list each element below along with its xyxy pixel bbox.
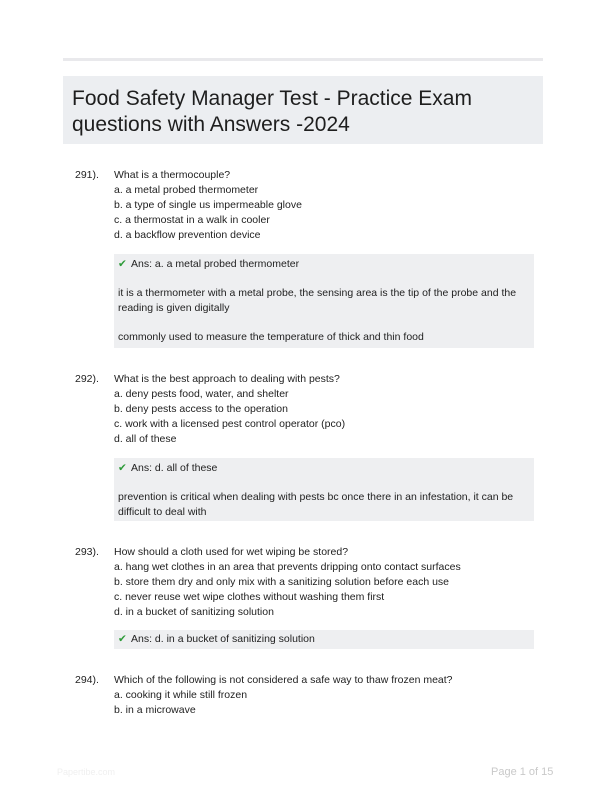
question-number: 291).: [75, 169, 99, 181]
answer-box: [114, 458, 534, 521]
checkmark-icon: ✔: [118, 462, 127, 474]
answer-text: Ans: a. a metal probed thermometer: [131, 258, 300, 270]
option-d: d. in a bucket of sanitizing solution: [114, 606, 274, 618]
option-b: b. in a microwave: [114, 704, 196, 716]
checkmark-icon: ✔: [118, 258, 127, 270]
question-number: 292).: [75, 373, 99, 385]
option-b: b. a type of single us impermeable glove: [114, 199, 302, 211]
top-divider: [63, 58, 543, 61]
answer-text: Ans: d. in a bucket of sanitizing solution: [131, 633, 315, 645]
question-text: What is the best approach to dealing with pests?: [114, 373, 340, 385]
option-c: c. never reuse wet wipe clothes without washing them first: [114, 591, 385, 603]
page-number: Page 1 of 15: [491, 766, 554, 778]
explanation-text: it is a thermometer with a metal probe, the sensing area is the tip of the probe and the reading is given digitally: [118, 287, 517, 314]
answer-box: [114, 254, 534, 348]
question-number: 294).: [75, 674, 99, 686]
option-c: c. a thermostat in a walk in cooler: [114, 214, 270, 226]
option-a: a. a metal probed thermometer: [114, 184, 259, 196]
page-title: Food Safety Manager Test - Practice Exam questions with Answers -2024: [72, 87, 472, 136]
checkmark-icon: ✔: [118, 633, 127, 645]
option-d: d. a backflow prevention device: [114, 229, 261, 241]
explanation-text: commonly used to measure the temperature of thick and thin food: [118, 331, 424, 343]
option-d: d. all of these: [114, 433, 177, 445]
question-number: 293).: [75, 546, 99, 558]
question-text: How should a cloth used for wet wiping be stored?: [114, 546, 349, 558]
footer-site-watermark: Papertibe.com: [57, 767, 116, 777]
option-c: c. work with a licensed pest control operator (pco): [114, 418, 346, 430]
option-a: a. deny pests food, water, and shelter: [114, 388, 289, 400]
option-b: b. deny pests access to the operation: [114, 403, 288, 415]
question-text: What is a thermocouple?: [114, 169, 231, 181]
option-b: b. store them dry and only mix with a sanitizing solution before each use: [114, 576, 450, 588]
question-text: Which of the following is not considered a safe way to thaw frozen meat?: [114, 674, 453, 686]
explanation-text: prevention is critical when dealing with pests bc once there in an infestation, it can be difficult to deal with: [118, 491, 514, 518]
option-a: a. hang wet clothes in an area that prevents dripping onto contact surfaces: [114, 561, 461, 573]
title-banner: [63, 76, 543, 144]
option-a: a. cooking it while still frozen: [114, 689, 248, 701]
answer-text: Ans: d. all of these: [131, 462, 218, 474]
answer-box: [114, 630, 534, 649]
